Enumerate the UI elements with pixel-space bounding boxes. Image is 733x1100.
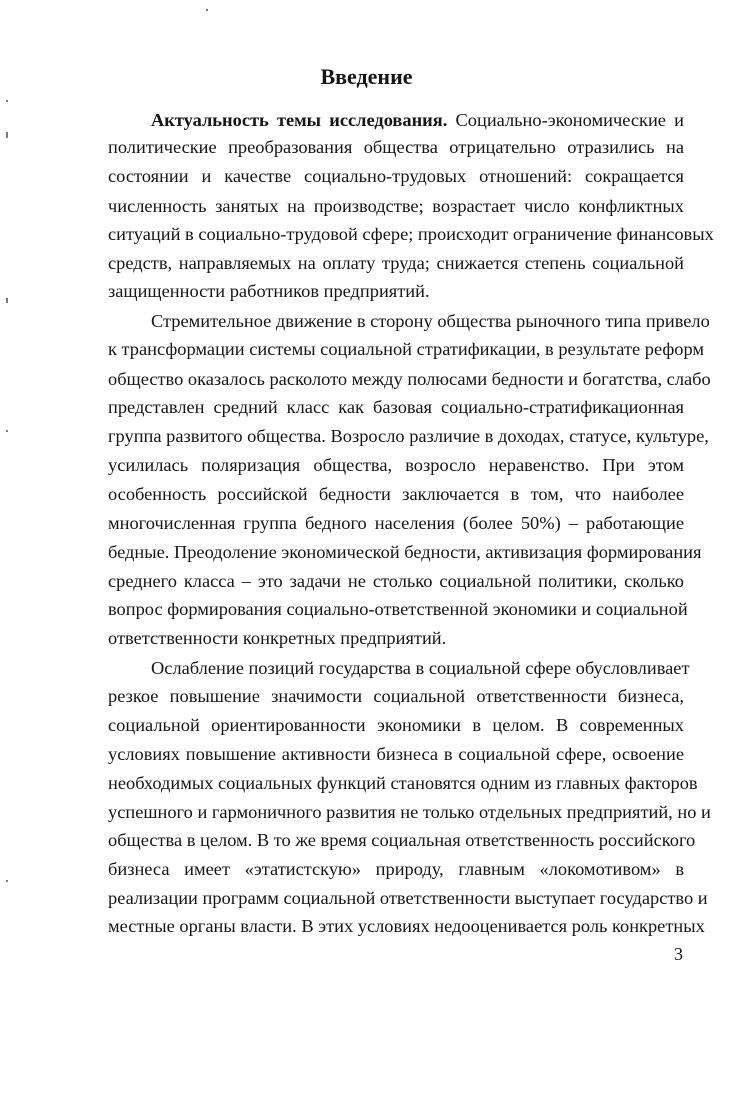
text-line: среднего класса – это задачи не столько социальной политики, сколько: [108, 571, 684, 591]
text-line: ответственности конкретных предприятий.: [108, 628, 447, 648]
text-line: особенность российской бедности заключается в том, что наиболее: [108, 484, 684, 504]
text-line: необходимых социальных функций становятся одним из главных факторов: [108, 773, 698, 793]
text-line: Актуальность темы исследования. Социально-экономические и: [151, 110, 684, 130]
text-line: к трансформации системы социальной стратификации, в результате реформ: [108, 339, 705, 359]
scan-speck: [6, 298, 8, 303]
text-line: средств, направляемых на оплату труда; снижается степень социальной: [108, 253, 684, 273]
text-line: общества в целом. В то же время социальная ответственность российского: [108, 830, 696, 850]
text-line: вопрос формирования социально-ответственной экономики и социальной: [108, 599, 688, 619]
intro-bold: Актуальность темы исследования.: [151, 110, 448, 130]
scan-speck: [6, 132, 8, 138]
text-line: состоянии и качестве социально-трудовых отношений: сокращается: [108, 166, 684, 186]
text-line: резкое повышение значимости социальной ответственности бизнеса,: [108, 686, 684, 706]
text-line: общество оказалось расколото между полюсами бедности и богатства, слабо: [108, 369, 711, 389]
text-line: социальной ориентированности экономики в целом. В современных: [108, 715, 684, 735]
text-line: реализации программ социальной ответственности выступает государство и: [108, 888, 708, 908]
text-line: местные органы власти. В этих условиях недооценивается роль конкретных: [108, 916, 705, 936]
text-line: политические преобразования общества отрицательно отразились на: [108, 137, 684, 157]
text-line: Ослабление позиций государства в социальной сфере обусловливает: [151, 658, 690, 678]
text-line: усилилась поляризация общества, возросло неравенство. При этом: [108, 455, 684, 475]
text-line: численность занятых на производстве; возрастает число конфликтных: [108, 196, 684, 216]
text-line: условиях повышение активности бизнеса в социальной сфере, освоение: [108, 744, 684, 764]
text-line: защищенности работников предприятий.: [108, 281, 430, 301]
scan-speck: [206, 9, 208, 11]
text-line: Стремительное движение в сторону общества рыночного типа привело: [151, 311, 710, 331]
scan-speck: [6, 880, 8, 882]
text-line: успешного и гармоничного развития не только отдельных предприятий, но и: [108, 802, 711, 822]
text-line: многочисленная группа бедного населения (более 50%) – работающие: [108, 513, 684, 533]
text-line: бедные. Преодоление экономической бедности, активизация формирования: [108, 542, 702, 562]
page-number: 3: [674, 944, 683, 964]
scan-speck: [6, 430, 8, 432]
text-line: бизнеса имеет «этатистскую» природу, главным «локомотивом» в: [108, 859, 684, 879]
text-line: группа развитого общества. Возросло различие в доходах, статусе, культуре,: [108, 426, 709, 446]
text-line: ситуаций в социально-трудовой сфере; происходит ограничение финансовых: [108, 224, 714, 244]
text-line: представлен средний класс как базовая социально-стратификационная: [108, 397, 684, 417]
scan-speck: [6, 100, 8, 102]
section-heading: Введение: [320, 64, 413, 89]
